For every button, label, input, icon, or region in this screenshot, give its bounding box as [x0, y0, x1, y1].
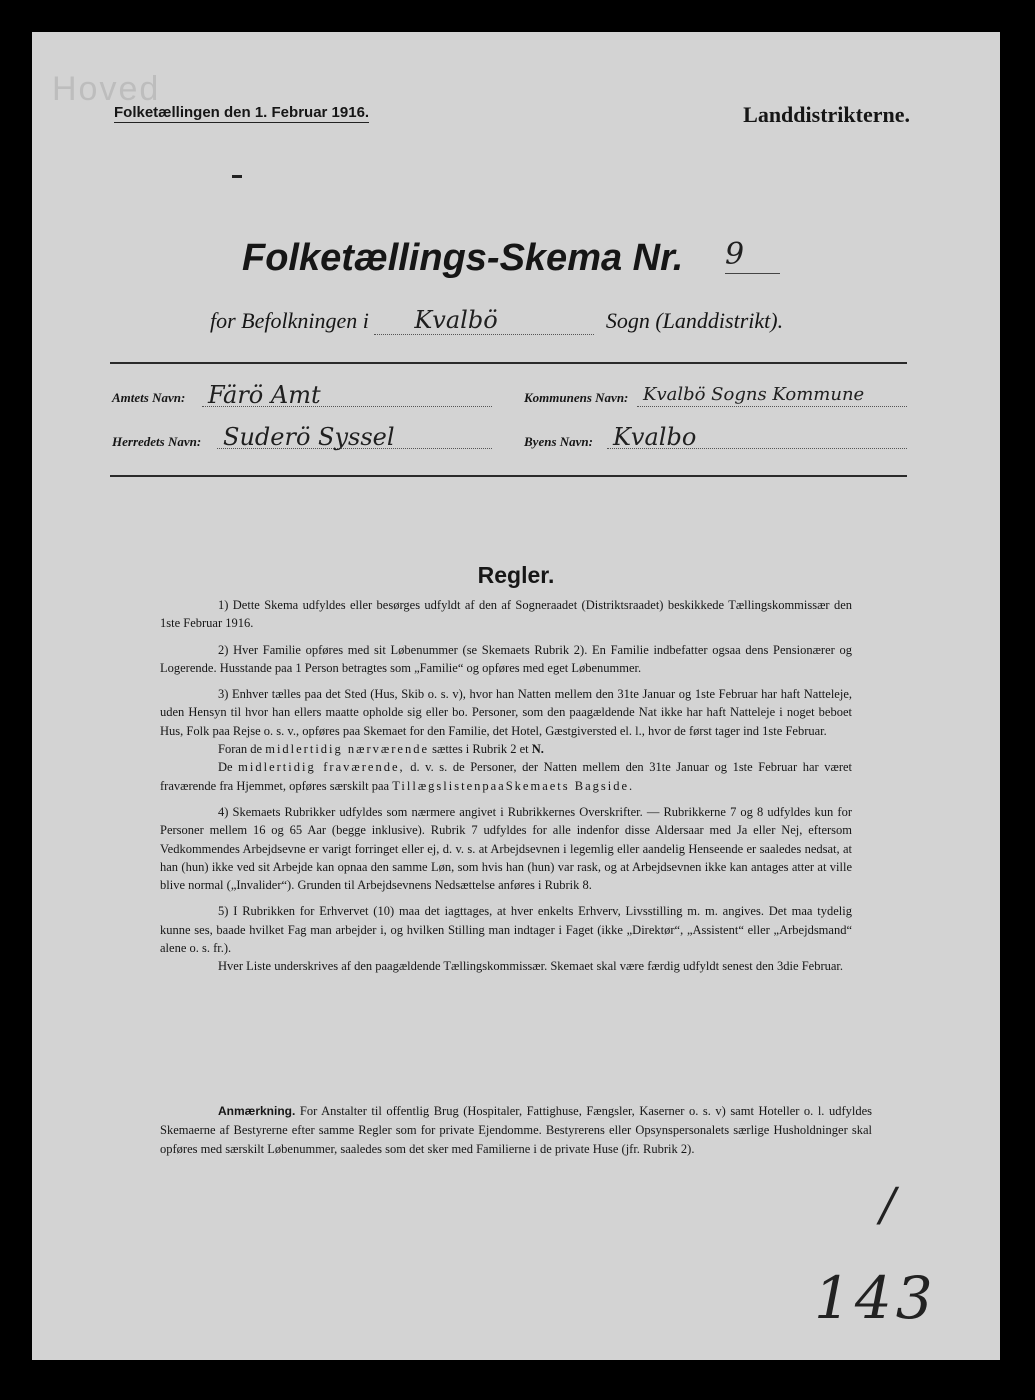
amt-field [202, 381, 492, 409]
herred-field [217, 423, 492, 451]
parish-value: Kvalbö [414, 306, 498, 334]
form-title: Folketællings-Skema Nr. [242, 237, 684, 279]
rule-3-present [160, 740, 852, 758]
rule-6: Hver Liste underskrives af den paagældende Tællingskommissær. Skemaet skal være færdig udfyldt senest den 3die Februar. [218, 959, 843, 974]
by-label: Byens Navn: [524, 434, 593, 449]
rule-3-present-mid: sættes i Rubrik 2 et [432, 742, 529, 757]
kommune-field [637, 384, 907, 407]
dash-mark [232, 175, 242, 178]
kommune-value: Kvalbö Sogns Kommune [643, 384, 865, 405]
rule-3-present-mark: N. [531, 742, 544, 757]
parish-line-suffix: Sogn (Landdistrikt). [605, 308, 784, 333]
rule-3-absent-backside: Skemaets Bagside. [505, 778, 635, 793]
parish-field [374, 306, 594, 335]
form-number-value: 9 [725, 237, 745, 272]
rule-3-absent-rest: d. v. s. de Personer, der Natten mellem den 31te Januar og 1ste Februar har været fraværende fra Hjemmet, opføres særskilt paa [160, 760, 853, 793]
rule-4: 4) Skemaets Rubrikker udfyldes som nærmere angivet i Rubrikkernes Overskrifter. — Rubrikkerne 7 og 8 udfyldes kun for Personer mellem 16 og 65 Aar (begge inklusive). Rubrik 7 udfyldes for alle indenfor disse Aldersaar med Ja eller Nej, eftersom Vedkommendes Arbejdsevne er varigt forringet eller ej, d. v. s. at Arbejdsevnen i legemlig eller aandelig Henseende er saaledes nedsat, at han (hun) ikke ved sit Arbejde kan opnaa den samme Løn, som hvis han (hun) var rask, og at Arbejdsevnen ikke kan antages atter at ville blive normal („Invalider“). Grunden til Arbejdsevnens Nedsættelse anføres i Rubrik 8. [160, 804, 852, 893]
rule-3-present-term: midlertidig nærværende [265, 742, 429, 757]
rule-3-absent-list: Tillægslisten [392, 778, 483, 793]
parish-line-prefix: for Befolkningen i [210, 308, 369, 333]
census-date-header: Folketællingen den 1. Februar 1916. [114, 104, 370, 121]
rule-3: 3) Enhver tælles paa det Sted (Hus, Skib o. s. v), hvor han Natten mellem den 31te Januar og 1ste Februar har haft Natteleje, uden Hensyn til hvor han ellers maatte opholde sig eller bo. Personer, som den paagældende Nat ikke har haft Natteleje i noget beboet Hus, Folk paa Rejse o. s. v., opføres paa Skemaet for den Familie, det Hotel, Gæstgiversted el. l., hvor de først tager ind 1ste Februar. [160, 687, 852, 738]
parish-line [210, 306, 783, 335]
by-value: Kvalbo [613, 423, 697, 451]
kommune-label: Kommunens Navn: [524, 390, 629, 405]
divider-bottom [110, 475, 907, 477]
herred-label: Herredets Navn: [112, 434, 202, 449]
handwritten-page-number: 143 [814, 1264, 937, 1332]
amt-value: Färö Amt [208, 381, 321, 409]
herred-value: Suderö Syssel [223, 423, 395, 451]
remark-paragraph [160, 1102, 872, 1159]
census-form-page [32, 32, 1000, 1360]
district-type-header: Landdistrikterne. [743, 102, 910, 127]
stamp-watermark: Hoved [52, 70, 161, 108]
rules-body [160, 596, 852, 984]
rule-2: 2) Hver Familie opføres med sit Løbenummer (se Skemaets Rubrik 2). En Familie indbefatter ogsaa dens Pensionærer og Logerende. Husstande paa 1 Person betragtes som „Familie“ og opføres med eget Løbenummer. [160, 642, 852, 675]
rule-5: 5) I Rubrikken for Erhvervet (10) maa det iagttages, at hver enkelts Erhverv, Livsstilling m. m. angives. Det maa tydelig kunne ses, baade hvilket Fag man arbejder i, og hvilken Stilling man indtager i Faget (ikke „Direktør“, „Assistent“ eller „Arbejdsmand“ alene o. s. fr.). [160, 904, 852, 956]
rule-3-present-pre: Foran de [218, 742, 263, 757]
rule-3-absent-term: midlertidig fraværende, [238, 760, 405, 775]
amt-label: Amtets Navn: [112, 390, 186, 405]
rule-1: 1) Dette Skema udfyldes eller besørges udfyldt af den af Sogneraadet (Distriktsraadet) beskikkede Tællingskommissær den 1ste Februar 1916. [160, 598, 852, 631]
rule-3-absent-paa: paa [482, 778, 506, 793]
form-number [725, 237, 780, 274]
rule-3-absent-pre: De [218, 760, 233, 775]
by-field [607, 423, 907, 451]
divider-top [110, 362, 907, 364]
rule-3-absent [160, 758, 852, 795]
remark-text: For Anstalter til offentlig Brug (Hospitaler, Fattighuse, Fængsler, Kaserner o. s. v) samt Hoteller o. l. udfyldes Skemaerne af Bestyrerne efter samme Regler som for private Ejendomme. Bestyrerens eller Opsynspersonalets særlige Husholdninger skal opføres med særskilt Løbenummer, saaledes som det sker med Familierne i de private Huse (jfr. Rubrik 2). [160, 1104, 872, 1156]
rules-heading: Regler. [477, 562, 555, 588]
handwritten-mark: / [880, 1177, 896, 1231]
remark-label: Anmærkning. [218, 1104, 296, 1118]
